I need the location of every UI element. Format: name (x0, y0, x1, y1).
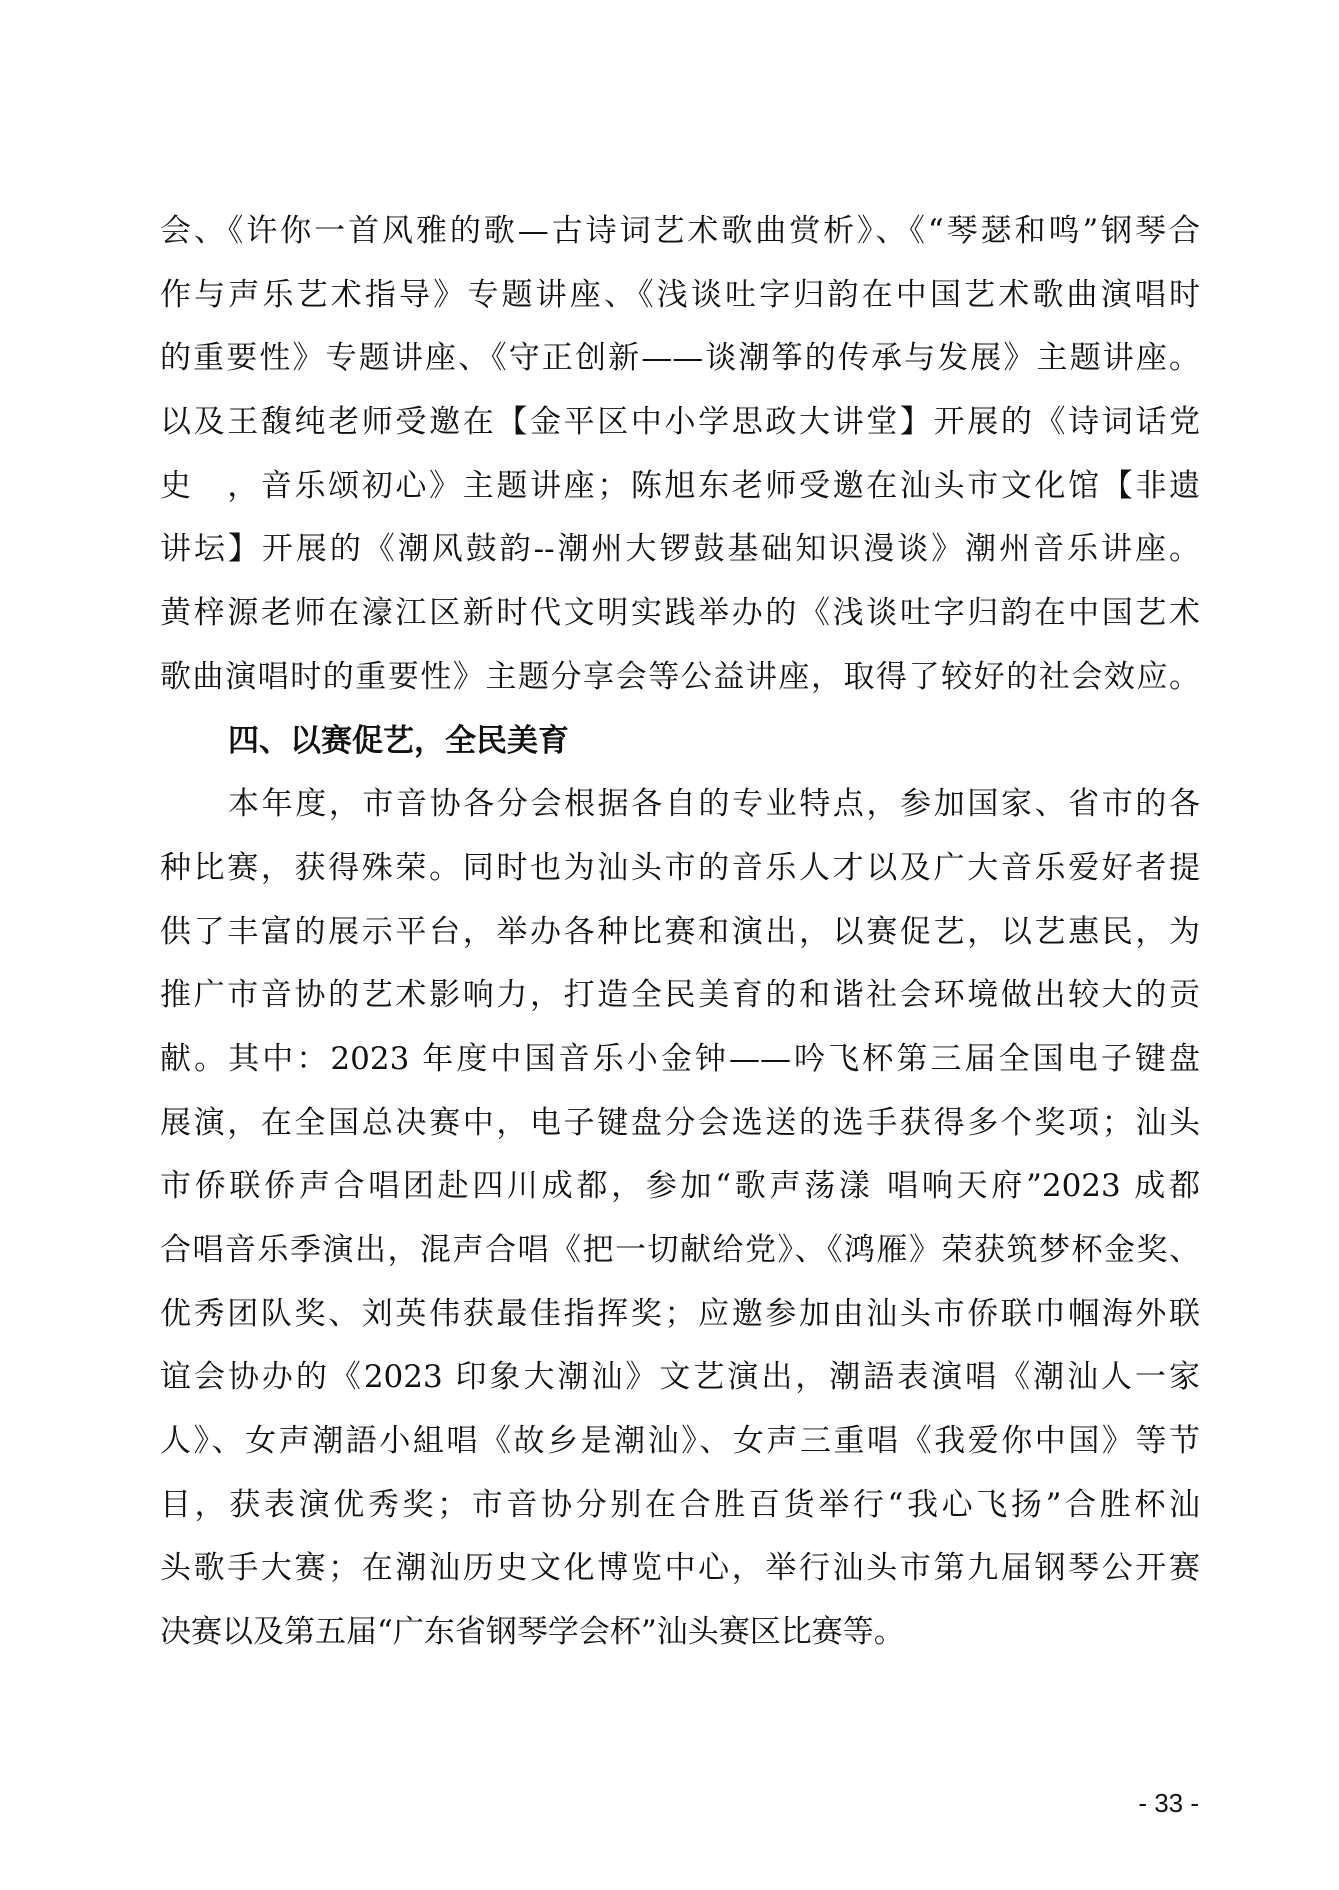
text-line: 会、《许你一首风雅的歌—古诗词艺术歌曲赏析》、《“琴瑟和鸣”钢琴合 (160, 213, 1200, 249)
text-line: 讲坛】开展的《潮风鼓韵--潮州大锣鼓基础知识漫谈》潮州音乐讲座。 (160, 531, 1200, 568)
text-line: 以及王馥纯老师受邀在【金平区中小学思政大讲堂】开展的《诗词话党 (160, 404, 1200, 441)
text-line: 史 ，音乐颂初心》主题讲座；陈旭东老师受邀在汕头市文化馆【非遗 (160, 467, 1200, 504)
body-text (160, 200, 1200, 1665)
paragraph-line: 展演，在全国总决赛中，电子键盘分会选送的选手获得多个奖项；汕头 (160, 1104, 1200, 1141)
paragraph-line: 决赛以及第五届“广东省钢琴学会杯”汕头赛区比赛等。 (160, 1614, 905, 1651)
section-heading: 四、以赛促艺，全民美育 (228, 722, 569, 759)
text-line: 黄梓源老师在濠江区新时代文明实践举办的《浅谈吐字归韵在中国艺术 (160, 595, 1200, 632)
paragraph-line: 本年度，市音协各分会根据各自的专业特点，参加国家、省市的各 (228, 786, 1200, 823)
text-line: 的重要性》专题讲座、《守正创新——谈潮筝的传承与发展》主题讲座。 (160, 340, 1200, 377)
paragraph-line: 推广市音协的艺术影响力，打造全民美育的和谐社会环境做出较大的贡 (160, 977, 1200, 1014)
paragraph-line: 献。其中：2023 年度中国音乐小金钟——吟飞杯第三届全国电子键盘 (160, 1040, 1200, 1077)
paragraph-line: 合唱音乐季演出，混声合唱《把一切献给党》、《鸿雁》荣获筑梦杯金奖、 (160, 1232, 1200, 1268)
paragraph-line: 头歌手大赛；在潮汕历史文化博览中心，举行汕头市第九届钢琴公开赛 (160, 1550, 1200, 1587)
paragraph-line: 人》、女声潮語小組唱《故乡是潮汕》、女声三重唱《我爱你中国》等节 (160, 1423, 1200, 1460)
paragraph-line: 供了丰富的展示平台，举办各种比赛和演出，以赛促艺，以艺惠民，为 (160, 913, 1200, 950)
paragraph-line: 谊会协办的《2023 印象大潮汕》文艺演出，潮語表演唱《潮汕人一家 (160, 1359, 1200, 1396)
paragraph-line: 市侨联侨声合唱团赴四川成都，参加“歌声荡漾 唱响天府”2023 成都 (160, 1168, 1200, 1205)
text-line: 歌曲演唱时的重要性》主题分享会等公益讲座，取得了较好的社会效应。 (160, 658, 1200, 695)
paragraph-line: 目，获表演优秀奖；市音协分别在合胜百货举行“我心飞扬”合胜杯汕 (160, 1486, 1200, 1523)
page-number: - 33 - (1138, 1788, 1199, 1818)
text-line: 作与声乐艺术指导》专题讲座、《浅谈吐字归韵在中国艺术歌曲演唱时 (160, 276, 1200, 313)
paragraph-line: 种比赛，获得殊荣。同时也为汕头市的音乐人才以及广大音乐爱好者提 (160, 849, 1200, 886)
paragraph-line: 优秀团队奖、刘英伟获最佳指挥奖；应邀参加由汕头市侨联巾帼海外联 (160, 1295, 1200, 1332)
